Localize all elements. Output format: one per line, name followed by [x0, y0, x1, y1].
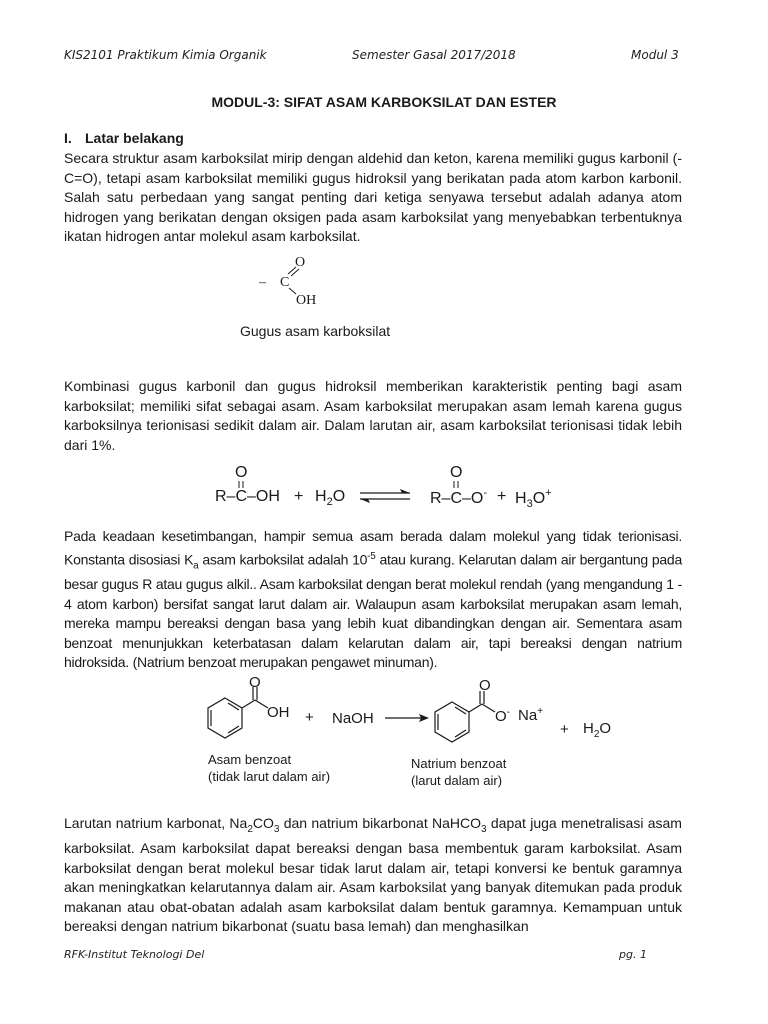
eq1-plus-2: +	[497, 488, 507, 505]
reaction-arrow	[385, 714, 429, 722]
bond-left-dash: –	[259, 275, 266, 290]
benzoic-acid-ring	[208, 687, 268, 738]
sodium-benzoate-name: Natrium benzoat	[411, 756, 507, 771]
eq2-naoh: NaOH	[332, 710, 374, 727]
footer-page-number: pg. 1	[619, 948, 647, 961]
header-module: Modul 3	[631, 48, 679, 62]
page-title: MODUL-3: SIFAT ASAM KARBOKSILAT DAN ESTER	[211, 94, 557, 110]
equilibrium-arrows	[360, 489, 410, 503]
carboxyl-group-structure	[258, 252, 338, 310]
ionization-equation	[210, 460, 570, 512]
atom-c-label: C	[280, 275, 290, 290]
eq1-hydronium: $H_3O^+$	[515, 487, 552, 510]
paragraph-3: Pada keadaan kesetimbangan, hampir semua asam berada dalam molekul yang tidak terionisasi. Konstanta disosiasi $K_a$ asam karboksilat adalah $10^{-5}$ atau kurang. Kelarutan dalam air bergantung pada besar gugus R atau gugus alkil.. Asam karboksilat dengan berat molekul rendah (yang mengandung 1 - 4 atom karbon) bersifat sangat larut dalam air. Walaupun asam karboksilat merupakan asam lemah, mereka mampu bereaksi dengan basa yang lebih kuat dibandingkan dengan air. Sementara asam benzoat menunjukkan keterbatasan dalam kelarutan dalam air, tapi bereaksi dengan natrium hidroksida. (Natrium benzoat merupakan pengawet minuman).	[64, 528, 682, 671]
eq1-plus-1: +	[294, 488, 304, 505]
eq2-plus-2: +	[560, 721, 569, 738]
sodium-benzoate-label	[411, 755, 506, 789]
footer-institution: RFK-Institut Teknologi Del	[64, 948, 205, 961]
paragraph-1: Secara struktur asam karboksilat mirip dengan aldehid dan keton, karena memiliki gugus karbonil (-C=O), tetapi asam karboksilat memiliki gugus hidroksil yang berikatan pada atom karbon karbonil. Salah satu perbedaan yang sangat penting dari ketiga senyawa tersebut adalah adanya atom hidrogen yang berikatan dengan oksigen pada asam karboksilat yang menyebabkan terbentuknya ikatan hidrogen antar molekul asam karboksilat.	[64, 150, 682, 244]
sodium-ion: Na+	[518, 706, 544, 724]
section-number: I.	[64, 130, 72, 146]
eq1-left-carbonyl-o: O	[235, 464, 248, 481]
header-course: KIS2101 Praktikum Kimia Organik	[64, 48, 267, 62]
eq2-plus-1: +	[305, 709, 314, 726]
header-semester: Semester Gasal 2017/2018	[352, 48, 516, 62]
eq1-water: $H_2O$	[315, 488, 346, 508]
benzoic-carbonyl-o: O	[249, 674, 261, 691]
eq1-right-chain: R–C–O-	[430, 487, 488, 507]
paragraph-4: Larutan natrium karbonat, $Na_2CO_3$ dan natrium bikarbonat NaHCO$_3$ dapat juga menetralisasi asam karboksilat. Asam karboksilat dapat bereaksi dengan basa membentuk garam karboksilat. Asam karboksilat dengan berat molekul besar tidak larut dalam air, tetapi konversi ke bentuk garamnya akan meningkatkan kelarutannya dalam air. Asam karboksilat yang banyak ditemukan pada produk makanan atau obat-obatan adalah asam karboksilat dalam bentuk garamnya. Kemampuan untuk bereaksi dengan natrium bikarbonat (suatu basa lemah) dan menghasilkan	[64, 815, 682, 935]
benzoate-carbonyl-o: O	[479, 677, 491, 694]
sodium-benzoate-solubility: (larut dalam air)	[411, 773, 503, 788]
figure-1-caption: Gugus asam karboksilat	[240, 323, 391, 339]
atom-o-label: O	[295, 255, 306, 270]
eq1-left-chain: R–C–OH	[215, 488, 280, 505]
eq2-water: $H_2O$	[583, 720, 612, 740]
group-oh-label: OH	[296, 293, 317, 308]
benzoate-o-minus: O-	[495, 707, 511, 725]
sodium-benzoate-ring	[435, 691, 495, 742]
eq1-right-carbonyl-o: O	[450, 464, 463, 481]
benzoic-acid-label	[208, 751, 330, 785]
section-heading-text: Latar belakang	[85, 130, 184, 146]
paragraph-2: Kombinasi gugus karbonil dan gugus hidroksil memberikan karakteristik penting bagi asam karboksilat; memiliki sifat sebagai asam. Asam karboksilat merupakan asam lemah karena gugus karboksilnya terionisasi sedikit dalam air. Dalam larutan air, asam karboksilat terionisasi tidak lebih dari 1%.	[64, 378, 682, 453]
benzoic-acid-solubility: (tidak larut dalam air)	[208, 769, 331, 784]
benzoic-acid-name: Asam benzoat	[208, 752, 292, 767]
section-heading	[64, 130, 184, 146]
benzoic-oh: OH	[267, 704, 290, 721]
